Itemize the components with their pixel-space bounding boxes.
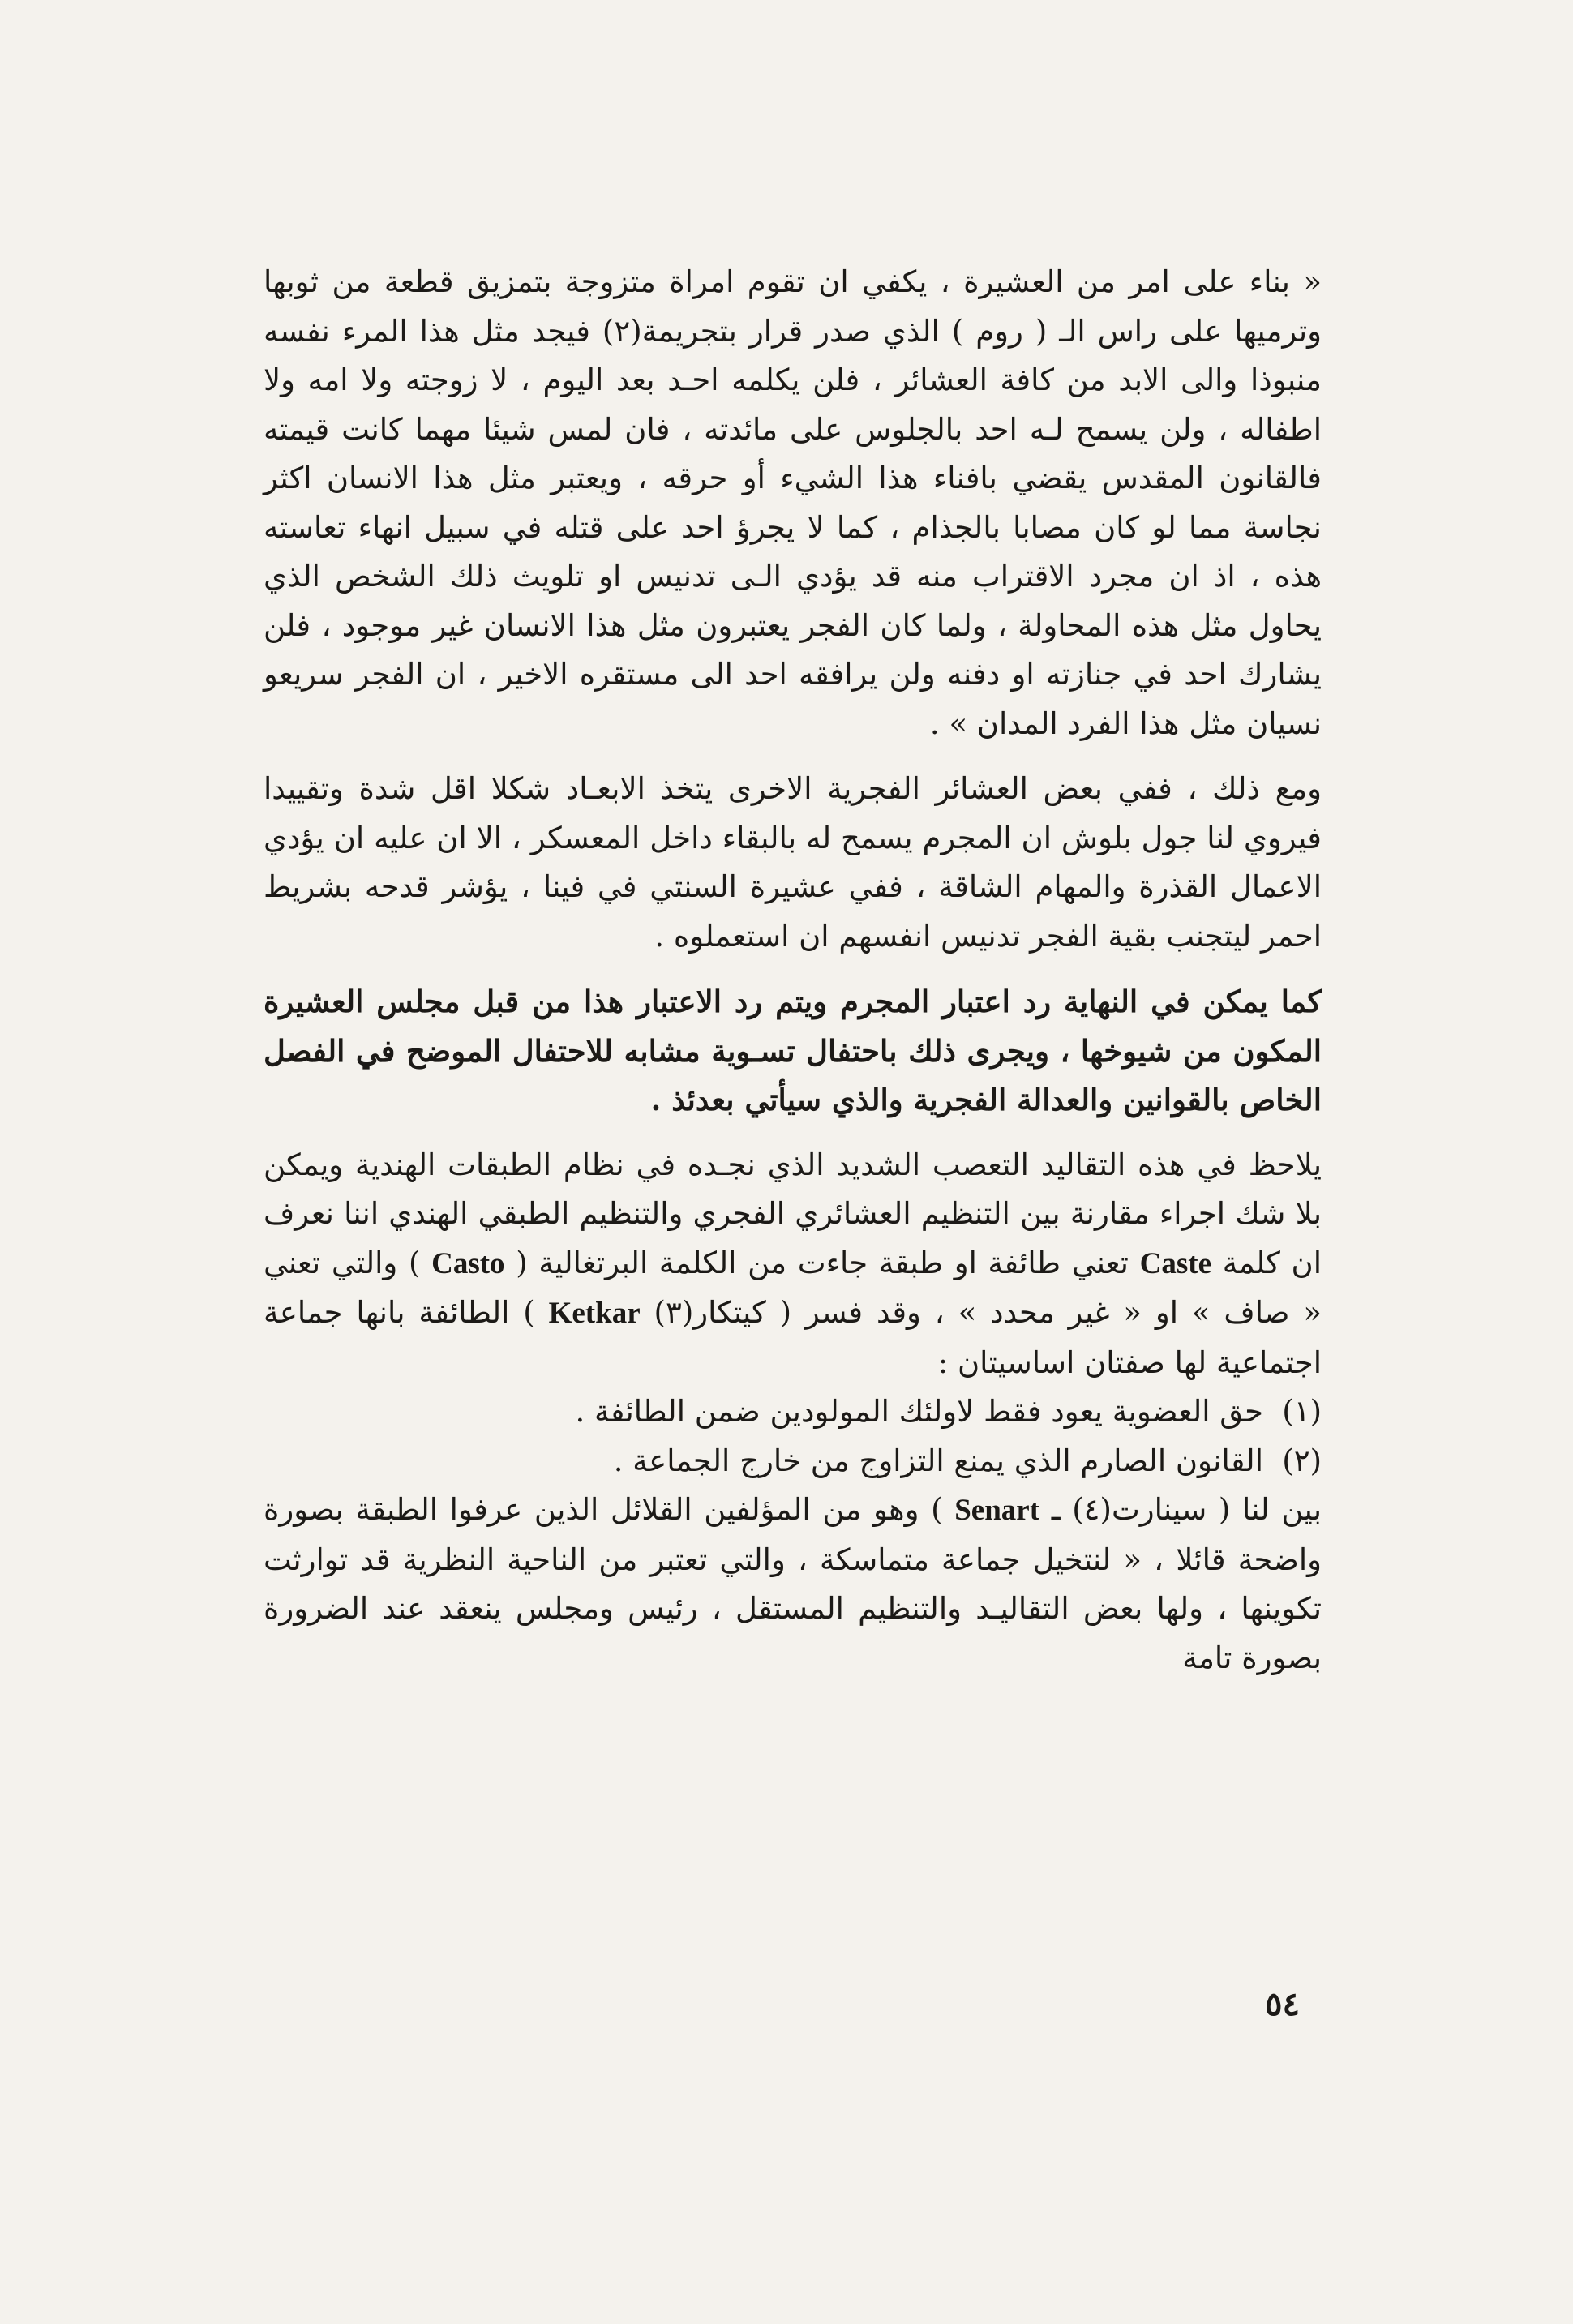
paragraph-text-part: ) والتي تعني « صاف » او « غير محدد » ، وقد فسر ( كيتكار(٣): [264, 1245, 1322, 1330]
paragraph-text-part: ) الطائفة بانها جماعة اجتماعية لها صفتان اساسيتان :: [264, 1295, 1322, 1380]
paragraph-text-part: ) وهو من المؤلفين القلائل الذين عرفوا الطبقة بصورة واضحة قائلا ، « لنتخيل جماعة متماسكة ، والتي تعتبر من الناحية النظرية قد توارثت تكوينها ، ولها بعض التقاليـد والتنظيم المستقل ، رئيس ومجلس ينعقد عند الضرورة بصورة تامة: [264, 1492, 1322, 1675]
latin-term-casto: Casto: [431, 1246, 505, 1280]
paragraph-caste-comparison: [264, 1141, 1322, 1388]
list-item-number: (١): [1282, 1394, 1322, 1429]
paragraph-senart: [264, 1486, 1322, 1683]
paragraph-text-part: يلاحظ في هذه التقاليد التعصب الشديد الذي نجـده في نظام الطبقات الهندية ويمكن بلا شك اجراء مقارنة بين التنظيم العشائري الفجري والتنظيم الطبقي الهندي اننا نعرف ان كلمة: [264, 1147, 1322, 1280]
list-item-text: القانون الصارم الذي يمنع التزاوج من خارج الجماعة .: [613, 1443, 1263, 1478]
list-item: [264, 1387, 1322, 1437]
page-number: ٥٤: [1265, 1985, 1300, 2023]
paragraph-exile-customs: [264, 765, 1322, 961]
list-item-number: (٢): [1282, 1443, 1322, 1478]
paragraph-text: كما يمكن في النهاية رد اعتبار المجرم ويتم رد الاعتبار هذا من قبل مجلس العشيرة المكون من شيوخها ، ويجرى ذلك باحتفال تسـوية مشابه للاحتفال الموضح في الفصل الخاص بالقوانين والعدالة الفجرية والذي سيأتي بعدئذ .: [264, 984, 1322, 1117]
latin-term-ketkar: Ketkar: [548, 1297, 641, 1330]
numbered-list: [264, 1387, 1322, 1486]
page-text: [264, 258, 1322, 1683]
paragraph-quotation: [264, 258, 1322, 748]
list-item: [264, 1437, 1322, 1486]
paragraph-text: « بناء على امر من العشيرة ، يكفي ان تقوم امراة متزوجة بتمزيق قطعة من ثوبها وترميها على راس الـ ( روم ) الذي صدر قرار بتجريمة(٢) فيجد مثل هذا المرء نفسه منبوذا والى الابد من كافة العشائر ، فلن يكلمه احـد بعد اليوم ، لا زوجته ولا امه ولا اطفاله ، ولن يسمح لـه احد بالجلوس على مائدته ، فان لمس شيئا مهما كانت قيمته فالقانون المقدس يقضي بافناء هذا الشيء أو حرقه ، ويعتبر مثل هذا الانسان اكثر نجاسة مما لو كان مصابا بالجذام ، كما لا يجرؤ احد على قتله في سبيل انهاء تعاسته هذه ، اذ ان مجرد الاقتراب منه قد يؤدي الـى تدنيس او تلويث ذلك الشخص الذي يحاول مثل هذه المحاولة ، ولما كان الفجر يعتبرون مثل هذا الانسان غير موجود ، فلن يشارك احد في جنازته او دفنه ولن يرافقه احد الى مستقره الاخير ، ان الفجر سريعو نسيان مثل هذا الفرد المدان » .: [264, 264, 1322, 741]
list-item-text: حق العضوية يعود فقط لاولئك المولودين ضمن الطائفة .: [575, 1394, 1263, 1429]
latin-term-senart: Senart: [954, 1494, 1040, 1527]
paragraph-text: ومع ذلك ، ففي بعض العشائر الفجرية الاخرى يتخذ الابعـاد شكلا اقل شدة وتقييدا فيروي لنا جول بلوش ان المجرم يسمح له بالبقاء داخل المعسكر ، الا ان عليه ان يؤدي الاعمال القذرة والمهام الشاقة ، ففي عشيرة السنتي في فينا ، يؤشر قدحه بشريط احمر ليتجنب بقية الفجر تدنيس انفسهم ان استعملوه .: [264, 771, 1322, 954]
latin-term-caste: Caste: [1139, 1246, 1212, 1280]
paragraph-rehabilitation: [264, 977, 1322, 1125]
paragraph-text-part: تعني طائفة او طبقة جاءت من الكلمة البرتغالية (: [516, 1245, 1129, 1280]
paragraph-text-part: بين لنا ( سينارت(٤) ـ: [1051, 1492, 1322, 1527]
